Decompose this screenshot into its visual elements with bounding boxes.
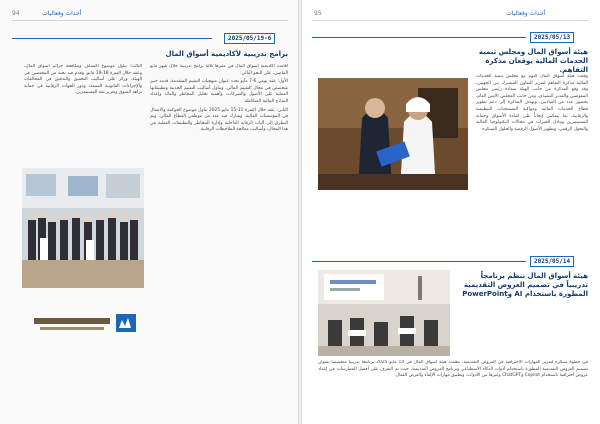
date-rule (312, 261, 526, 262)
article-title: هيئة أسواق المال تنظم برنامجاً تدريبياً في تصميم العروض التقديمية المطورة باستخدام AI وPowerPoint (462, 272, 588, 298)
page-number-right: 95 (314, 10, 322, 17)
article-title: برامج تدريبية لأكاديمية أسواق المال (165, 50, 288, 58)
header-rule-left (12, 20, 288, 21)
page-right (300, 0, 600, 424)
page-number-left: 94 (12, 10, 20, 17)
academy-logo (30, 312, 140, 336)
page-gutter (298, 0, 302, 424)
group-photo (22, 168, 144, 288)
article-body-right-column (150, 64, 288, 384)
article-date: 2025/05/14 (530, 256, 574, 267)
signing-photo (318, 78, 468, 190)
section-header-right: أحداث وفعاليات (506, 10, 546, 17)
article-date: 2025/05/13 (530, 32, 574, 43)
paragraph: الثالث: تناول موضوع اكتشاف ومكافحة جرائم أسواق المال، وعقد خلال الفترة 18-19 مايو، وقدم فيه نخبة من المختصين في الهيئة، وركز على أساليب التحقيق والتدقيق في المخالفات والإجراءات القانونية المتبعة، ودور الجهات الرقابية في حماية نزاهة السوق وتعزيز ثقة المستثمرين. (24, 64, 142, 96)
date-rule (12, 38, 212, 39)
paragraph: أقامت أكاديمية أسواق المال في مقرها ثلاثة برامج تدريبية خلال شهر مايو الماضي، على النحو التالي: (150, 64, 288, 76)
paragraph: الثاني: عقد خلال الفترة 11-15 مايو 2025 تناول موضوع الحوكمة والامتثال في المؤسسات المالية، وشارك فيه عدد من موظفي القطاع المالي، وتم التطرق إلى آليات الرقابة الداخلية وإدارة المخاطر والتطبيقات العملية في هذا المجال، وأساليب معالجة الملاحظات الرقابية. (150, 107, 288, 133)
article-body: وقعت هيئة أسواق المال اليوم مع مجلس تنمية الخدمات المالية مذكرة التفاهم لتعزيز التعاون المشترك بين الجهتين، وقد وقع المذكرة من جانب الهيئة سعادة رئيس مجلس المفوضين والمدير التنفيذي، ومن جانب المجلس الأمين العام، بحضور عدد من القياديين. وتهدف المذكرة إلى دعم تطوير قطاع الخدمات المالية ومواكبة المستجدات التنظيمية والرقابية، بما ينعكس إيجاباً على كفاءة الأسواق وحماية المستثمرين وتبادل الخبرات في مجالات التكنولوجيا المالية والتحول الرقمي، وتطوير الأصول الرقمية والحلول المبتكرة. (476, 74, 588, 132)
article-title: هيئة أسواق المال ومجلس تنمية الخدمات المالية يوقعان مذكرة التفاهم. (478, 48, 588, 74)
header-rule-right (312, 20, 588, 21)
paragraph: الأول: عقد يومي 6-7 مايو تحت عنوان منهجيات التقييم المتقدمة، قدمه خبير متخصص في مجال التقييم المالي، وتناول أساليب التقييم الحديثة وتطبيقاتها العملية على الأصول والشركات، وأهمية تحليل المخاطر والعائد وإعداد النماذج المالية المتكاملة. (150, 79, 288, 104)
section-header-left: أحداث وفعاليات (42, 10, 82, 17)
training-photo (318, 270, 450, 356)
date-rule (312, 37, 526, 38)
article-date: 2025/05/19-6 (224, 33, 275, 44)
article-body: في خطوة مبتكرة لتعزيز المهارات الاحترافية في العروض التقديمية، نظمت هيئة أسواق المال في 14 مايو 2025 برنامجاً تدريبياً متخصصاً بعنوان تصميم العروض التقديمية المطورة باستخدام أدوات الذكاء الاصطناعي وبرنامج العروض التقديمية، حيث تم التعرف على أفضل الممارسات في إعداد عروض احترافية باستخدام Copilot وChatGPT وغيرها من الأدوات، وتطبيق مهارات الإلقاء والعرض الفعال. (318, 360, 588, 379)
article-body-left-column (24, 64, 142, 164)
